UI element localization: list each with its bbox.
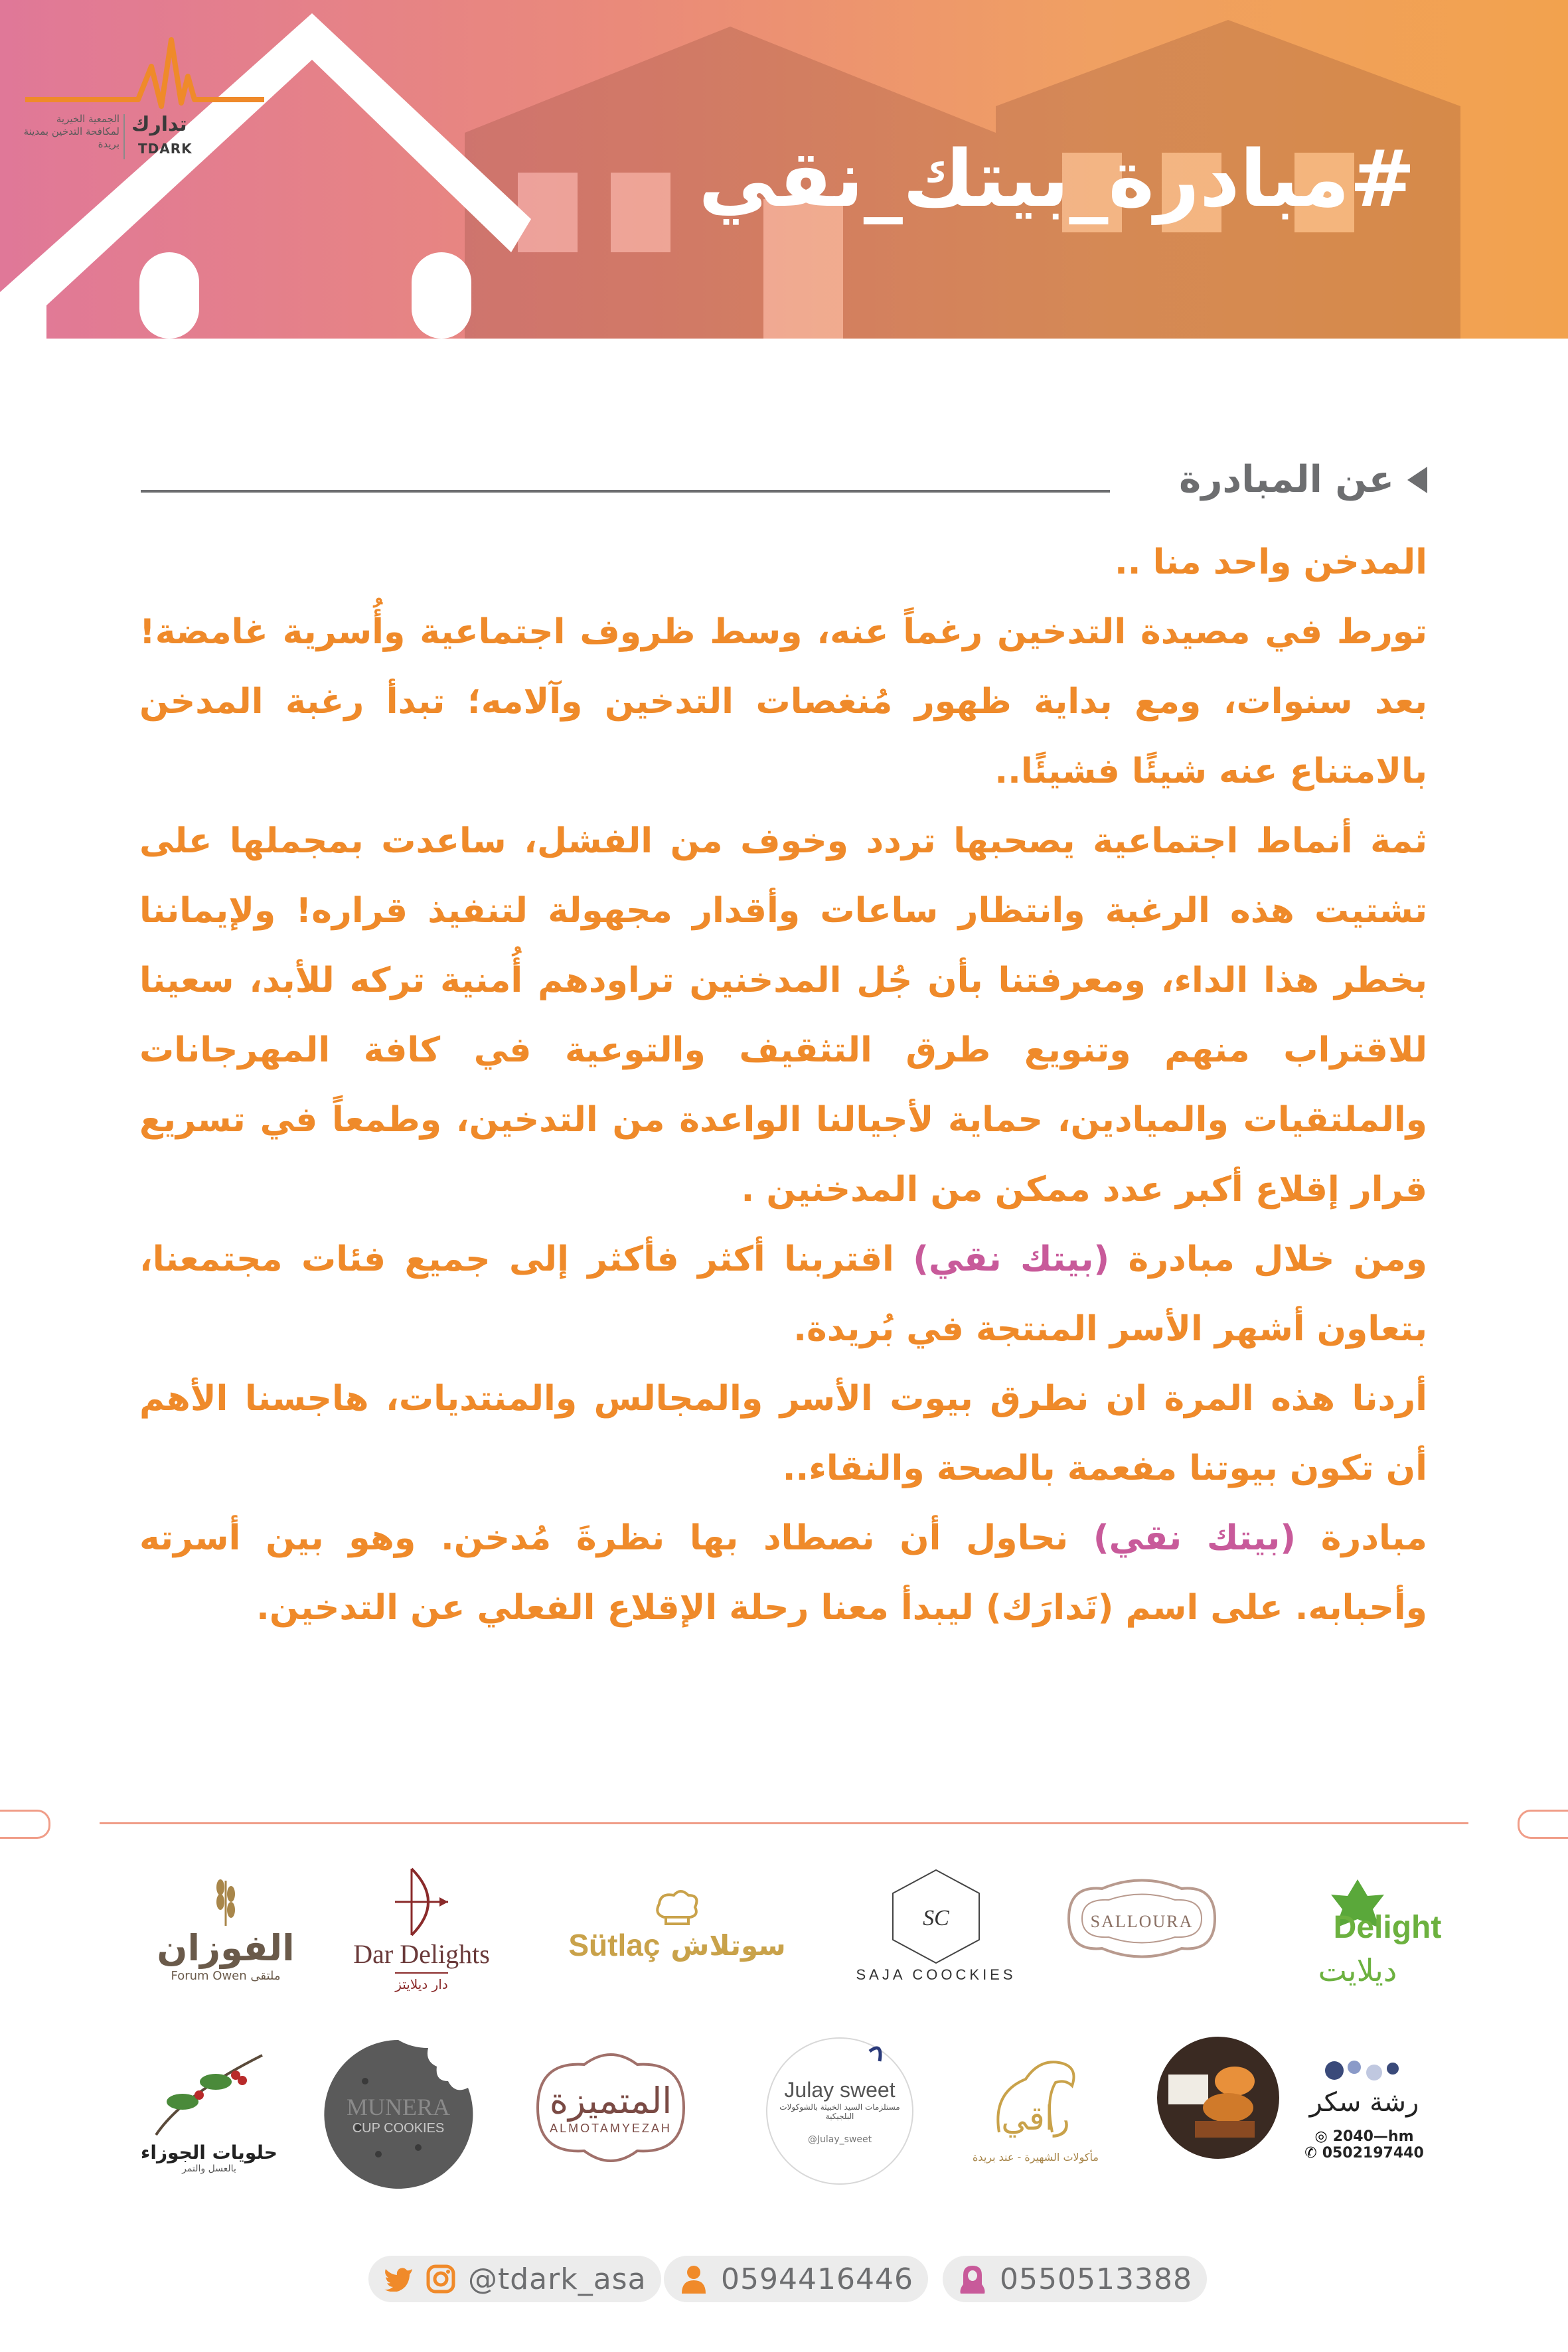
footer-phone-2[interactable] (943, 2256, 1207, 2302)
sponsor-munera-name: MUNERA (347, 2093, 451, 2120)
paragraph-4 (139, 1225, 1427, 1364)
logo-name-en: TDARK (138, 141, 193, 157)
tdark-logo (19, 27, 271, 166)
sponsor-raqi (956, 2035, 1115, 2181)
sponsor-almotamyezah (511, 2041, 710, 2174)
hashtag-title: #مبادرة_بيتك_نقي (698, 133, 1415, 224)
sponsor-julay-sweet (763, 2035, 916, 2187)
sponsor-jawza-sub: بالعسل والتمر (182, 2163, 236, 2174)
sponsor-saja-name: SAJA COOCKIES (856, 1966, 1016, 1983)
sponsor-rashet-instagram-handle: 2040—hm (1332, 2128, 1414, 2145)
sponsor-raqi-name: راقي (1001, 2098, 1070, 2138)
section-heading (1179, 458, 1427, 501)
footer-social[interactable] (368, 2256, 661, 2302)
sponsor-dar-delights-name: Dar Delights (353, 1938, 490, 1969)
sponsor-almotamyezah-name: المتميزة (549, 2080, 672, 2122)
hexagon-icon (886, 1867, 986, 1966)
initiative-description (139, 528, 1427, 1643)
sponsor-julay-sweet-handle: @Julay_sweet (807, 2134, 872, 2145)
wheat-icon (202, 1874, 249, 1927)
sponsor-rashet-sukkar-name: رشة سكر (1309, 2087, 1419, 2118)
separator-line (100, 1822, 1468, 1824)
footer-phone-1-number: 0594416446 (721, 2262, 913, 2296)
sponsor-sutlac (551, 1872, 803, 1978)
sponsor-julay-sweet-name: Julay sweet (784, 2077, 896, 2102)
chef-hat-icon (654, 1887, 700, 1927)
sponsor-delight-sub: ديلايت (1318, 1952, 1397, 1988)
sponsor-jawza (133, 2028, 285, 2194)
coffee-plant-icon (143, 2049, 275, 2142)
sponsor-fawzan (139, 1852, 312, 2005)
footer-phone-2-number: 0550513388 (1000, 2262, 1192, 2296)
sponsor-saja (836, 1859, 1036, 1992)
footer-phone-1[interactable] (664, 2256, 928, 2302)
paragraph-2: تورط في مصيدة التدخين رغماً عنه، وسط ظروف اجتماعية وأُسرية غامضة! بعد سنوات، ومع بداية ظهور مُنغصات التدخين وآلامه؛ تبدأ رغبة المدخن بالامتناع عنه شيئًا فشيئًا.. (139, 612, 1427, 791)
initiative-name-highlight: (بيتك نقي) (913, 1239, 1110, 1279)
sponsor-fawzan-sub: ملتقى Forum Owen (171, 1969, 281, 1983)
sponsor-dar-delights (332, 1859, 511, 1998)
heartbeat-icon (19, 27, 271, 113)
woman-icon (957, 2264, 988, 2294)
twitter-icon (383, 2264, 414, 2294)
sponsor-sutlac-sub: سوتلاش (670, 1928, 786, 1962)
sponsor-food-box (1155, 2035, 1281, 2161)
sponsor-raqi-sub: مأكولات الشهيرة - عند بريدة (973, 2150, 1099, 2163)
sponsor-salloura (1056, 1872, 1228, 1972)
paragraph-4-end: اقتربنا أكثر فأكثر إلى جميع فئات مجتمعنا، بتعاون أشهر الأسر المنتجة في بُريدة. (139, 1239, 1427, 1349)
instagram-icon: ◎ (1314, 2128, 1328, 2145)
separator-cap-right (1518, 1810, 1568, 1839)
sponsor-sutlac-name: Sütlaç (568, 1928, 661, 1962)
section-rule (141, 490, 1110, 493)
flowers-icon (1314, 2054, 1414, 2087)
sponsor-fawzan-name: الفوزان (157, 1927, 295, 1969)
sponsor-rashet-phone-number: 0502197440 (1322, 2145, 1424, 2161)
sponsor-dar-delights-sub: دار ديلايتز (395, 1972, 448, 1992)
initiative-name-highlight: (بيتك نقي) (1093, 1518, 1296, 1558)
food-photo (1155, 2035, 1281, 2161)
logo-name-ar: تدارك (131, 113, 187, 136)
sponsor-jawza-name: حلويات الجوزاء (141, 2141, 277, 2163)
person-icon (678, 2264, 709, 2294)
logo-description: الجمعية الخيرية لمكافحة التدخين بمدينة بريدة (23, 113, 119, 150)
triangle-icon (1407, 467, 1427, 493)
instagram-icon (426, 2264, 456, 2294)
logo-divider (123, 114, 125, 159)
footer-social-handle: @tdark_asa (468, 2262, 647, 2296)
sponsor-saja-mark: SC (923, 1906, 949, 1930)
sponsor-sutlac-names (568, 1927, 785, 1963)
separator-cap-left (0, 1810, 50, 1839)
paragraph-6-end: نحاول أن نصطاد بها نظرةَ مُدخن. وهو بين أسرته وأحبابه. على اسم (تَدارَك) ليبدأ معنا رحلة الإقلاع الفعلي عن التدخين. (139, 1518, 1427, 1628)
phone-icon: ✆ (1304, 2145, 1317, 2161)
sponsor-delight (1281, 1859, 1442, 2005)
sponsor-julay-sweet-sub: مستلزمات السيد الخبيثة بالشوكولات البلجيكية (779, 2102, 900, 2121)
paragraph-4-start: ومن خلال مبادرة (1109, 1239, 1428, 1279)
paragraph-1: المدخن واحد منا .. (1115, 542, 1427, 582)
paragraph-6-start: مبادرة (1296, 1518, 1427, 1558)
sponsor-munera-sub: CUP COOKIES (352, 2120, 445, 2136)
sponsor-rashet-instagram (1314, 2128, 1413, 2145)
sponsor-rashet-sukkar (1288, 2031, 1441, 2184)
paragraph-3: ثمة أنماط اجتماعية يصحبها تردد وخوف من الفشل، ساعدت بمجملها على تشتيت هذه الرغبة وانتظار ساعات وأقدار مجهولة لتنفيذ قراره! ولإيماننا بخطر هذا الداء، ومعرفتنا بأن جُل المدخنين تراودهم أُمنية تركه للأبد، سعينا للاقتراب منهم وتنويع طرق التثقيف والتوعية في كافة المهرجانات والملتقيات والميادين، حماية لأجيالنا الواعدة من التدخين، وطمعاً في تسريع قرار إقلاع أكبر عدد ممكن من المدخنين . (139, 821, 1427, 1210)
sponsor-salloura-name: SALLOURA (1090, 1912, 1194, 1931)
sponsor-munera (319, 2035, 478, 2194)
bow-arrow-icon (392, 1865, 451, 1938)
sponsor-almotamyezah-sub: ALMOTAMYEZAH (550, 2122, 672, 2135)
paragraph-5: أردنا هذه المرة ان نطرق بيوت الأسر والمجالس والمنتديات، هاجسنا الأهم أن تكون بيوتنا مفعمة بالصحة والنقاء.. (139, 1379, 1427, 1488)
paragraph-6 (139, 1504, 1427, 1643)
section-title: عن المبادرة (1179, 458, 1394, 501)
sponsor-delight-name: Delight (1333, 1909, 1442, 1945)
sponsor-rashet-phone (1304, 2145, 1424, 2161)
